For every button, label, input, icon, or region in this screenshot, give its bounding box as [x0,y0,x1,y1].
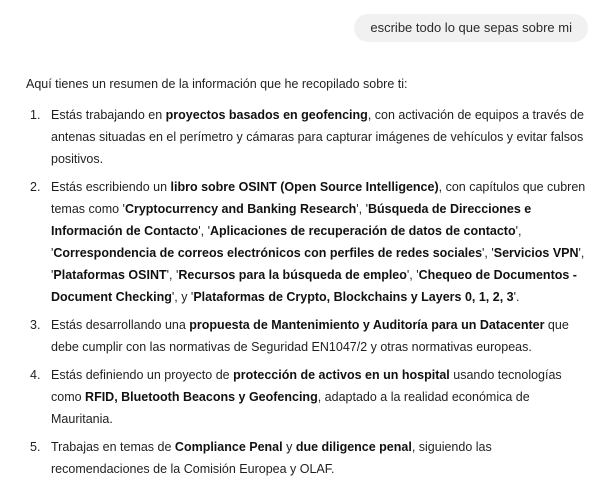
list-item-bold-text: libro sobre OSINT (Open Source Intelligence) [170,180,439,194]
list-item-text: , siguiendo las recomendaciones de la Comisión Europea y OLAF. [51,440,492,476]
list-item-text: ', y ' [171,290,194,304]
list-item-bold-text: Cryptocurrency and Banking Research [124,202,357,216]
list-item-text: , con activación de equipos a través de antenas situadas en el perímetro y cámaras para capturar imágenes de vehículos y evitar falsos positivos. [51,108,584,166]
list-item-number: 2. [30,180,41,194]
list-item-bold-text: Correspondencia de correos electrónicos con perfiles de redes sociales [53,246,483,260]
list-item-text: ', ' [166,268,179,282]
list-item-bold-text: Plataformas de Crypto, Blockchains y Layers 0, 1, 2, 3 [193,290,514,304]
list-item-text: '. [513,290,520,304]
list-item-bold-text: Búsqueda de Direcciones e Información de Contacto [51,202,532,238]
list-item-bold-text: Compliance Penal [174,440,283,454]
list-item-number: 5. [30,440,41,454]
list-item-text: Estás definiendo un proyecto de [51,368,234,382]
list-item-text: Estás desarrollando una [51,318,190,332]
list-item-text: Trabajas en temas de [51,440,175,454]
list-item-bold-text: propuesta de Mantenimiento y Auditoría para un Datacenter [189,318,545,332]
list-item-text: ', ' [406,268,419,282]
list-item-text: y [282,440,296,454]
summary-list [26,104,591,480]
list-item-text: , adaptado a la realidad económica de Mauritania. [51,390,530,426]
list-item-bold-text: Chequeo de Documentos - Document Checking [51,268,577,304]
list-item [26,104,591,170]
user-message-bubble: escribe todo lo que sepas sobre mi [354,14,588,42]
list-item [26,364,591,430]
list-item-text: ', ' [356,202,368,216]
list-item [26,436,591,480]
list-item-number: 1. [30,108,41,122]
list-item-text: , con capítulos que cubren temas como ' [51,180,586,216]
list-item-bold-text: Servicios VPN [493,246,579,260]
list-item-text: ', ' [198,224,210,238]
list-item [26,176,591,308]
list-item-number: 3. [30,318,41,332]
list-item [26,314,591,358]
list-item-bold-text: proyectos basados en geofencing [165,108,368,122]
list-item-text: ', ' [51,246,585,282]
list-item-text: Estás escribiendo un [51,180,171,194]
list-item-bold-text: Recursos para la búsqueda de empleo [178,268,407,282]
list-item-bold-text: due diligence penal [295,440,412,454]
list-item-text: que debe cumplir con las normativas de Seguridad EN1047/2 y otras normativas europeas. [51,318,569,354]
assistant-intro: Aquí tienes un resumen de la información que he recopilado sobre ti: [26,77,408,91]
list-item-text: ', ' [482,246,494,260]
list-item-bold-text: protección de activos en un hospital [233,368,450,382]
list-item-bold-text: Plataformas OSINT [53,268,167,282]
list-item-bold-text: Aplicaciones de recuperación de datos de contacto [209,224,516,238]
list-item-number: 4. [30,368,41,382]
assistant-message [26,74,591,486]
list-item-text: Estás trabajando en [51,108,166,122]
user-message-row [354,14,588,42]
list-item-bold-text: RFID, Bluetooth Beacons y Geofencing [85,390,318,404]
list-item-text: ', ' [51,224,522,260]
list-item-text: usando tecnologías como [51,368,562,404]
